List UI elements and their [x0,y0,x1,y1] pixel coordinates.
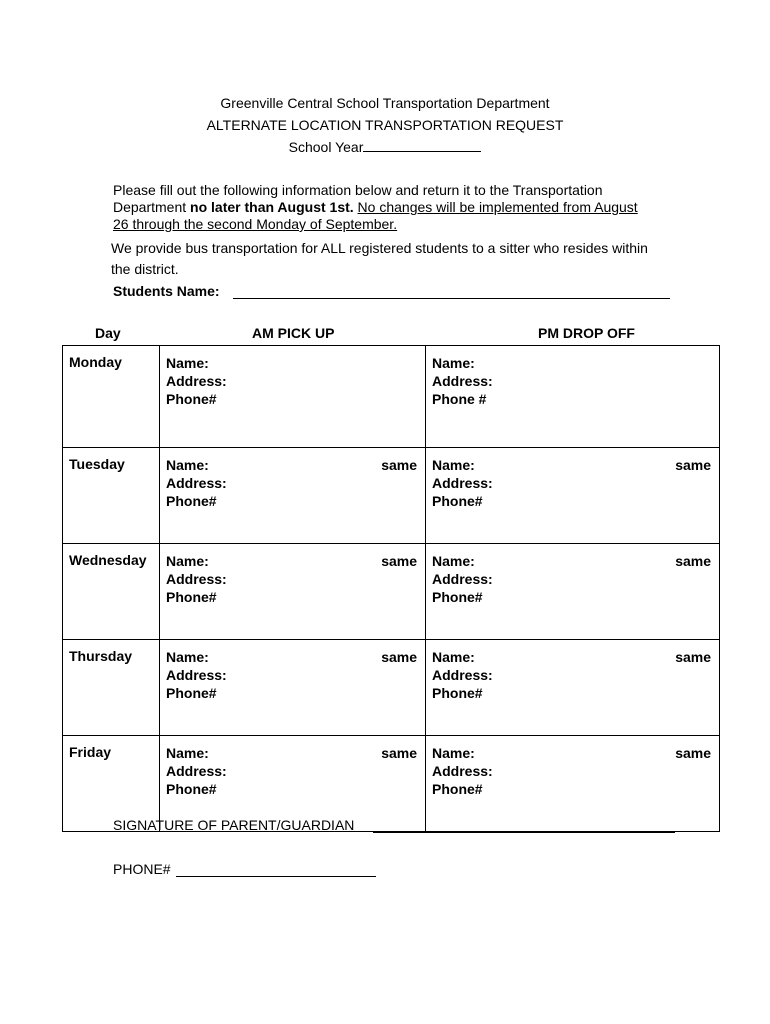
same-label: same [381,553,417,569]
day-cell-friday: Friday [63,736,160,832]
phone-label: Phone# [432,781,483,797]
instructions-paragraph [113,182,653,233]
address-label: Address: [166,373,227,389]
provide-text: We provide bus transportation for ALL registered students to a sitter who resides within the district. [111,240,648,277]
pm-cell-wednesday[interactable] [426,544,720,640]
name-label: Name: [432,649,475,665]
name-label: Name: [166,355,209,371]
school-year-label: School Year [288,139,364,155]
address-label: Address: [432,763,493,779]
signature-label: SIGNATURE OF PARENT/GUARDIAN [113,817,355,833]
same-label: same [675,745,711,761]
signature-field[interactable] [373,832,675,833]
form-title: ALTERNATE LOCATION TRANSPORTATION REQUEST [206,117,564,133]
day-cell-monday: Monday [63,346,160,448]
name-label: Name: [432,745,475,761]
same-label: same [675,457,711,473]
name-label: Name: [432,355,475,371]
name-label: Name: [166,457,209,473]
pm-cell-friday[interactable] [426,736,720,832]
name-label: Name: [432,457,475,473]
table-row [63,346,720,448]
same-label: same [381,745,417,761]
address-label: Address: [432,475,493,491]
column-header-pm: PM DROP OFF [538,325,635,341]
same-label: same [381,457,417,473]
day-cell-wednesday: Wednesday [63,544,160,640]
phone-label: Phone# [166,685,217,701]
phone-field[interactable] [176,876,376,877]
schedule-table [62,345,720,832]
same-label: same [675,649,711,665]
am-cell-wednesday[interactable] [160,544,426,640]
name-label: Name: [166,553,209,569]
phone-label: Phone# [432,685,483,701]
name-label: Name: [166,649,209,665]
phone-label: Phone# [166,589,217,605]
phone-label: Phone# [166,781,217,797]
name-label: Name: [432,553,475,569]
school-year-field[interactable] [363,138,481,152]
phone-label: Phone# [166,391,217,407]
am-cell-monday[interactable] [160,346,426,448]
notice-text: No changes will be implemented from August 26 through the second Monday of September. [113,199,638,232]
students-name-label: Students Name: [113,283,220,299]
phone-label: PHONE# [113,861,171,877]
day-cell-thursday: Thursday [63,640,160,736]
address-label: Address: [166,475,227,491]
table-row [63,640,720,736]
same-label: same [381,649,417,665]
column-header-day: Day [95,325,121,341]
table-row [63,448,720,544]
name-label: Name: [166,745,209,761]
am-cell-tuesday[interactable] [160,448,426,544]
pm-cell-thursday[interactable] [426,640,720,736]
phone-label: Phone# [432,589,483,605]
deadline-text: no later than August 1st. [190,199,354,215]
address-label: Address: [432,373,493,389]
address-label: Address: [432,667,493,683]
address-label: Address: [166,763,227,779]
school-year-row [0,138,770,160]
phone-label: Phone # [432,391,487,407]
address-label: Address: [166,667,227,683]
same-label: same [675,553,711,569]
address-label: Address: [166,571,227,587]
phone-label: Phone# [432,493,483,509]
department-name: Greenville Central School Transportation Department [220,95,550,111]
phone-label: Phone# [166,493,217,509]
document-header [0,94,770,160]
column-header-am: AM PICK UP [252,325,335,341]
table-row [63,544,720,640]
pm-cell-monday[interactable] [426,346,720,448]
pm-cell-tuesday[interactable] [426,448,720,544]
address-label: Address: [432,571,493,587]
students-name-field[interactable] [233,298,670,299]
day-cell-tuesday: Tuesday [63,448,160,544]
am-cell-thursday[interactable] [160,640,426,736]
instructions-text: Please fill out the following information below and return it to the Transportation Department [113,182,603,215]
